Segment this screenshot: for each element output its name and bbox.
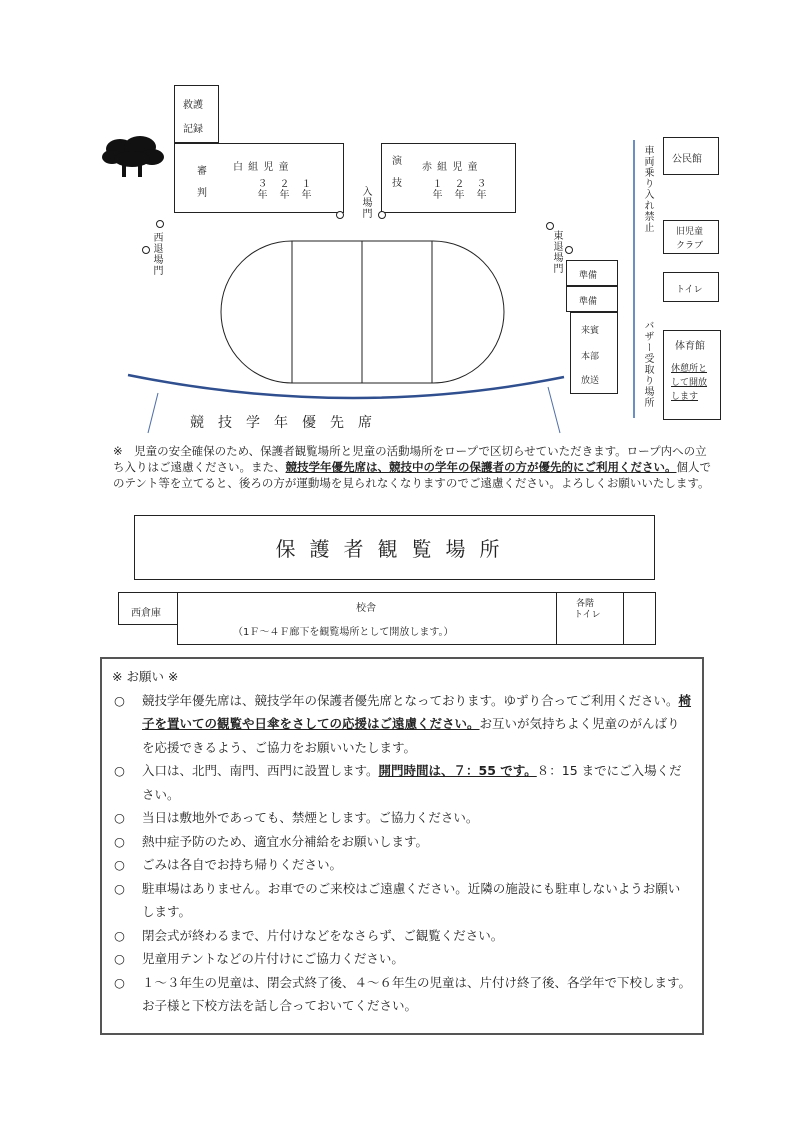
west-exit-gate-label: 西退場門 (151, 232, 162, 276)
bullet-mark: ○ (114, 692, 125, 708)
white-grade-3: ３年 (255, 178, 266, 200)
performance-label-2: 技 (392, 178, 402, 189)
request-text-plain: 駐車場はありません。お車でのご来校はご遠慮ください。近隣の施設にも駐車しないようお願いします。 (142, 880, 681, 919)
request-item (112, 947, 692, 971)
gym-title: 体育館 (675, 341, 705, 352)
west-storage-label: 西倉庫 (131, 608, 161, 619)
gym-line-1: 休憩所と (671, 364, 708, 374)
west-storage (118, 592, 178, 625)
bullet-mark: ○ (114, 927, 125, 943)
bullet-mark: ○ (114, 951, 125, 966)
east-exit-gate-label: 東退場門 (551, 230, 562, 274)
request-text-plain: 競技学年優先席は、競技学年の保護者優先席となっております。ゆずり合ってご利用ください。 (142, 692, 679, 708)
request-text (142, 924, 692, 948)
red-team-tent (381, 143, 516, 213)
school-building-label: 校舎 (356, 603, 376, 614)
prep-label-1: 準備 (579, 271, 598, 281)
gate-post (546, 222, 554, 230)
gym (663, 330, 721, 420)
request-text (142, 830, 692, 854)
note-text-2: 個人でのテント等を立てると、後ろの方が運動場を見られなくなりますのでご遠慮ください。よろしくお願いいたします。 (113, 460, 711, 490)
annex-block (623, 592, 656, 645)
request-text (142, 806, 692, 830)
white-grade-1: １年 (299, 178, 310, 200)
request-item (112, 689, 692, 760)
tree-icon (100, 135, 166, 181)
request-item (112, 806, 692, 830)
note-mark: ※ (113, 444, 123, 458)
gate-post (142, 246, 150, 254)
request-text-plain: 熱中症予防のため、適宜水分補給をお願いします。 (142, 833, 429, 849)
gym-line-2: して開放 (671, 378, 708, 388)
boundary-line (633, 140, 635, 418)
judge-label-1: 審 (197, 166, 207, 177)
broadcast-label: 放送 (581, 376, 600, 386)
white-team-tent (174, 143, 344, 213)
request-text-plain: お互いが気持ちよく児童のがんばりを応援できるよう、ご協力をお願いいたします。 (142, 716, 680, 755)
priority-seats-label: 競 技 学 年 優 先 席 (190, 415, 372, 431)
request-text-emphasis: 開門時間は、７：55 です。 (378, 763, 537, 778)
white-grade-2: ２年 (277, 178, 288, 200)
red-grade-3: ３年 (474, 178, 485, 200)
gate-post (378, 211, 386, 219)
viewing-area-label: 保護者観覧場所 (275, 537, 514, 561)
hq-label: 本部 (581, 352, 600, 362)
request-text-plain: １～３年生の児童は、閉会式終了後、４～６年生の児童は、片付け終了後、各学年で下校します。お子様と下校方法を話し合っておいてください。 (142, 974, 692, 1013)
performance-label-1: 演 (392, 156, 402, 167)
request-text (142, 853, 692, 877)
request-text (142, 877, 692, 924)
requests-box (100, 657, 704, 1035)
bazaar-pickup-label: バザー受取り場所 (642, 320, 653, 408)
rescue-label: 救護 (183, 100, 203, 111)
red-grade-2: ２年 (452, 178, 463, 200)
red-team-title: 赤 組 児 童 (422, 162, 479, 173)
request-text-plain: 閉会式が終わるまで、片付けなどをなさらず、ご観覧ください。 (142, 927, 504, 943)
floor-toilet-label: トイレ (574, 610, 601, 620)
gate-post (156, 220, 164, 228)
bullet-mark: ○ (114, 763, 125, 778)
judge-label-2: 判 (197, 188, 207, 199)
request-item (112, 759, 692, 806)
bullet-mark: ○ (114, 880, 125, 896)
toilet-building (663, 272, 719, 302)
red-grade-1: １年 (430, 178, 441, 200)
request-text-plain: 入口は、北門、南門、西門に設置します。 (142, 763, 379, 778)
request-item (112, 830, 692, 854)
note-text-1: 児童の安全確保のため、保護者観覧場所と児童の活動場所をロープで区切らせていただきます。ロープ内への立ち入りはご遠慮ください。また、 (113, 444, 707, 474)
request-item (112, 877, 692, 924)
request-text-plain: 児童用テントなどの片付けにご協力ください。 (142, 951, 404, 966)
prep-tent-2 (566, 286, 618, 312)
school-building (177, 592, 624, 645)
rescue-record-box (174, 85, 219, 143)
request-text-plain: 当日は敷地外であっても、禁煙とします。ご協力ください。 (142, 810, 479, 825)
white-team-title: 白 組 児 童 (233, 162, 290, 173)
each-floor-label: 各階 (576, 599, 595, 609)
request-text-emphasis: 椅子を置いての観覧や日傘をさしての応援はご遠慮ください。 (142, 692, 692, 731)
safety-note (113, 443, 713, 491)
requests-list (112, 689, 692, 1018)
request-text (142, 689, 692, 760)
requests-title: ※ お願い ※ (112, 669, 179, 684)
toilet-label: トイレ (676, 285, 703, 295)
request-text (142, 947, 692, 971)
hq-tent (570, 312, 618, 394)
divider (556, 593, 557, 644)
gate-post (336, 211, 344, 219)
bullet-mark: ○ (114, 974, 125, 990)
gate-post (565, 246, 573, 254)
running-track (220, 240, 505, 385)
school-building-note: （1Ｆ～４Ｆ廊下を観覧場所として開放します。） (233, 627, 454, 638)
request-item (112, 924, 692, 948)
entrance-gate-label: 入場門 (360, 186, 371, 219)
prep-label-2: 準備 (579, 297, 598, 307)
community-hall-label: 公民館 (672, 154, 702, 165)
no-vehicles-label: 車両乗り入れ禁止 (642, 145, 653, 233)
request-text-plain: ８：15 までにご入場ください。 (142, 763, 682, 802)
gym-line-3: します (671, 392, 699, 402)
request-item (112, 971, 692, 1018)
kids-club-label-1: 旧児童 (676, 227, 704, 237)
record-label: 記録 (183, 124, 203, 135)
request-text (142, 971, 692, 1018)
request-text-plain: ごみは各自でお持ち帰りください。 (142, 857, 343, 872)
kids-club-label-2: クラブ (676, 241, 704, 251)
kids-club (663, 220, 719, 254)
prep-tent-1 (566, 260, 618, 286)
community-hall (663, 137, 719, 175)
bullet-mark: ○ (114, 857, 125, 872)
request-item (112, 853, 692, 877)
request-text (142, 759, 692, 806)
bullet-mark: ○ (114, 833, 125, 849)
note-bold: 競技学年優先席は、競技中の学年の保護者の方が優先的にご利用ください。 (285, 460, 677, 474)
bullet-mark: ○ (114, 810, 125, 825)
viewing-area-banner (134, 515, 655, 580)
guest-label: 来賓 (581, 326, 600, 336)
